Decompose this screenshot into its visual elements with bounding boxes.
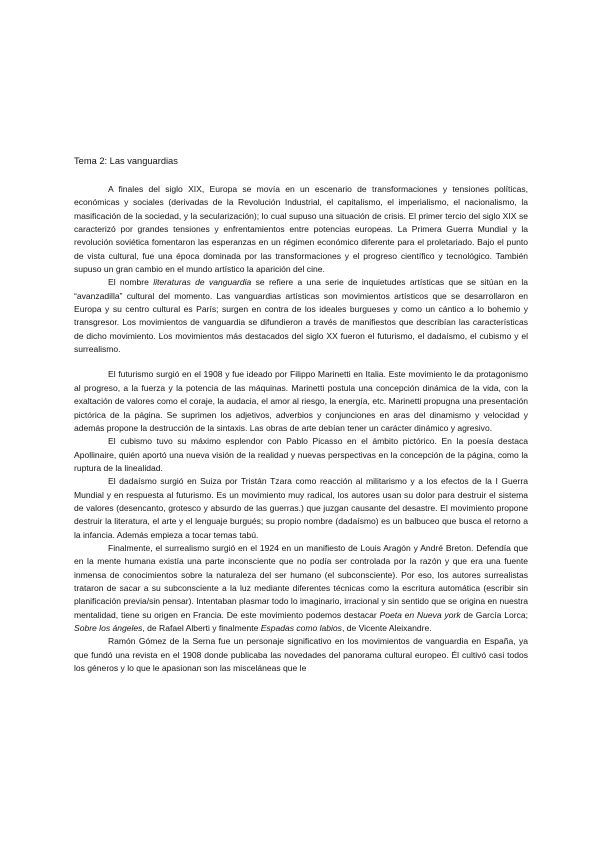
italic-term: literaturas de vanguardia [153, 277, 252, 288]
text-run: El nombre [108, 277, 154, 288]
italic-work-title: Sobre los ángeles [74, 623, 143, 633]
paragraph-futurism: El futurismo surgió en el 1908 y fue ideado por Filippo Marinetti en Italia. Este movimiento le da protagonismo al progreso, a la fuerza y la potencia de las máquinas. Marinetti postula una concepción dinámica de la vida, con la exaltación de valores como el coraje, la audacia, el amor al riesgo, la energía, etc. Marinetti propugna una presentación pictórica de la página. Se suprimen los adjetivos, adverbios y conjunciones en aras del dinamismo y velocidad y además propone la destrucción de la sintaxis. Las obras de arte debían tener un carácter dinámico y agresivo. [74, 369, 528, 433]
text-run: Finalmente, el surrealismo surgió en el 1924 en un manifiesto de Louis Aragón y André Breton. Defendía que en la mente humana existía una parte inconsciente que no podía ser controlada por la razón y que era una fuente inmensa de conocimientos sobre la naturaleza del ser humano (el subconsciente). Por eso, los autores surrealistas trataron de sacar a su subconsciente a la luz mediante diferentes técnicas como la escritura automática (escribir sin planificación previa/sin pensar). Intentaban plasmar todo lo imaginario, irracional y sin sentido que se origina en nuestra mentalidad, tiene su origen en Francia. De este movimiento podemos destacar [74, 542, 528, 620]
italic-work-title: Poeta en Nueva york [379, 609, 461, 620]
text-run: , de Vicente Aleixandre. [341, 623, 432, 633]
document-title: Tema 2: Las vanguardias [74, 156, 178, 166]
text-run: se refiere a una serie de inquietudes artísticas que se sitúan en la “avanzadilla” cultural del momento. Las vanguardias artísticas son movimientos artísticos que se desarrollaron en Europa y su centro cultural es París; surgen en contra de los ideales burgueses y como un cántico a lo bohemio y transgresor. Los movimientos de vanguardia se difundieron a través de manifiestos que describían las características de dicho movimiento. Los movimientos más destacados del siglo XX fueron el futurismo, el dadaísmo, el cubismo y el surrealismo. [74, 277, 529, 355]
text-run: , de Rafael Alberti y finalmente [142, 623, 261, 633]
paragraph-dadaism: El dadaísmo surgió en Suiza por Tristán Tzara como reacción al militarismo y a los efectos de la I Guerra Mundial y en respuesta al futurismo. Es un movimiento muy radical, los autores usan su dolor para destruir el sistema de valores (desencanto, grotesco y absurdo de las guerras.) que juzgan causante del desastre. El movimiento propone destruir la literatura, el arte y el lenguaje burgués; su propio nombre (dadaísmo) es un balbuceo que busca el retorno a la infancia. Además empieza a tocar temas tabú. [74, 476, 528, 540]
paragraph-gomez-de-la-serna: Ramón Gómez de la Serna fue un personaje significativo en los movimientos de vanguardia en España, ya que fundó una revista en el 1908 donde publicaba las novedades del panorama cultural europeo. Él cultivó casi todos los géneros y lo que le apasionan son las misceláneas que le [74, 636, 528, 674]
paragraph-surrealism [74, 542, 528, 635]
paragraph-cubism: El cubismo tuvo su máximo esplendor con Pablo Picasso en el ámbito pictórico. En la poesía destaca Apollinaire, quién aportó una nueva visión de la realidad y nuevas perspectivas en la concepción de la página, como la ruptura de la linealidad. [74, 436, 528, 473]
paragraph-vanguard-definition [74, 276, 528, 356]
text-run: de García Lorca; [460, 609, 528, 620]
italic-work-title: Espadas como labios [260, 623, 342, 633]
paragraph-historical-context: A finales del siglo XIX, Europa se movía en un escenario de transformaciones y tensiones políticas, económicas y sociales (derivadas de la Revolución Industrial, el capitalismo, el imperialismo, el nacionalismo, la masificación de la sociedad, y la secularización); lo cual supuso una situación de crisis. El primer tercio del siglo XIX se caracterizó por grandes tensiones y enfrentamientos entre potencias europeas. La Primera Guerra Mundial y la revolución soviética fomentaron las esperanzas en un régimen económico diferente para el proletariado. Bajo el punto de vista cultural, fue una época dominada por las transformaciones y el progreso científico y tecnológico. También supuso un gran cambio en el mundo artístico la aparición del cine. [74, 184, 528, 275]
